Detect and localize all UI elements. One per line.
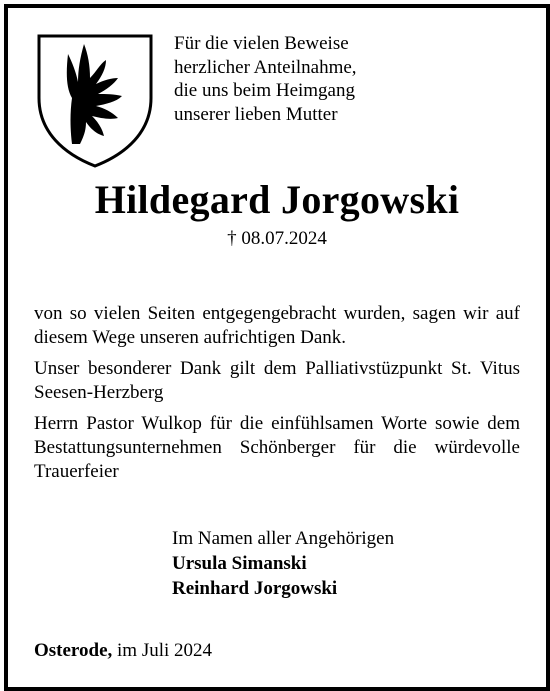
place-date-line xyxy=(34,640,514,662)
death-date: † 08.07.2024 xyxy=(227,228,327,249)
body-text xyxy=(34,302,520,491)
intro-line: unserer lieben Mutter xyxy=(174,103,338,125)
intro-line: die uns beim Heimgang xyxy=(174,80,355,101)
date-text: im Juli 2024 xyxy=(117,640,213,661)
paragraph: von so vielen Seiten entgegengebracht wurden, sagen wir auf diesem Wege unseren aufrichtigen Dank. xyxy=(34,303,520,348)
intro-text xyxy=(174,32,394,126)
signature-block xyxy=(172,526,512,601)
signature-intro: Im Namen aller Angehörigen xyxy=(172,528,395,549)
intro-line: Für die vielen Beweise xyxy=(174,33,349,54)
antler-coat-of-arms-icon xyxy=(36,32,154,168)
paragraph: Unser besonderer Dank gilt dem Palliativstüzpunkt St. Vitus Seesen-Herzberg xyxy=(34,358,520,403)
signature-name: Ursula Simanski xyxy=(172,553,307,574)
deceased-name: Hildegard Jorgowski xyxy=(94,177,460,222)
signature-name: Reinhard Jorgowski xyxy=(172,578,338,599)
place: Osterode, xyxy=(34,640,113,661)
obituary-notice xyxy=(4,4,550,691)
paragraph: Herrn Pastor Wulkop für die einfühlsamen Worte sowie dem Bestattungsunternehmen Schönberger für die würdevolle Trauerfeier xyxy=(34,413,520,482)
intro-line: herzlicher Anteilnahme, xyxy=(174,56,357,78)
